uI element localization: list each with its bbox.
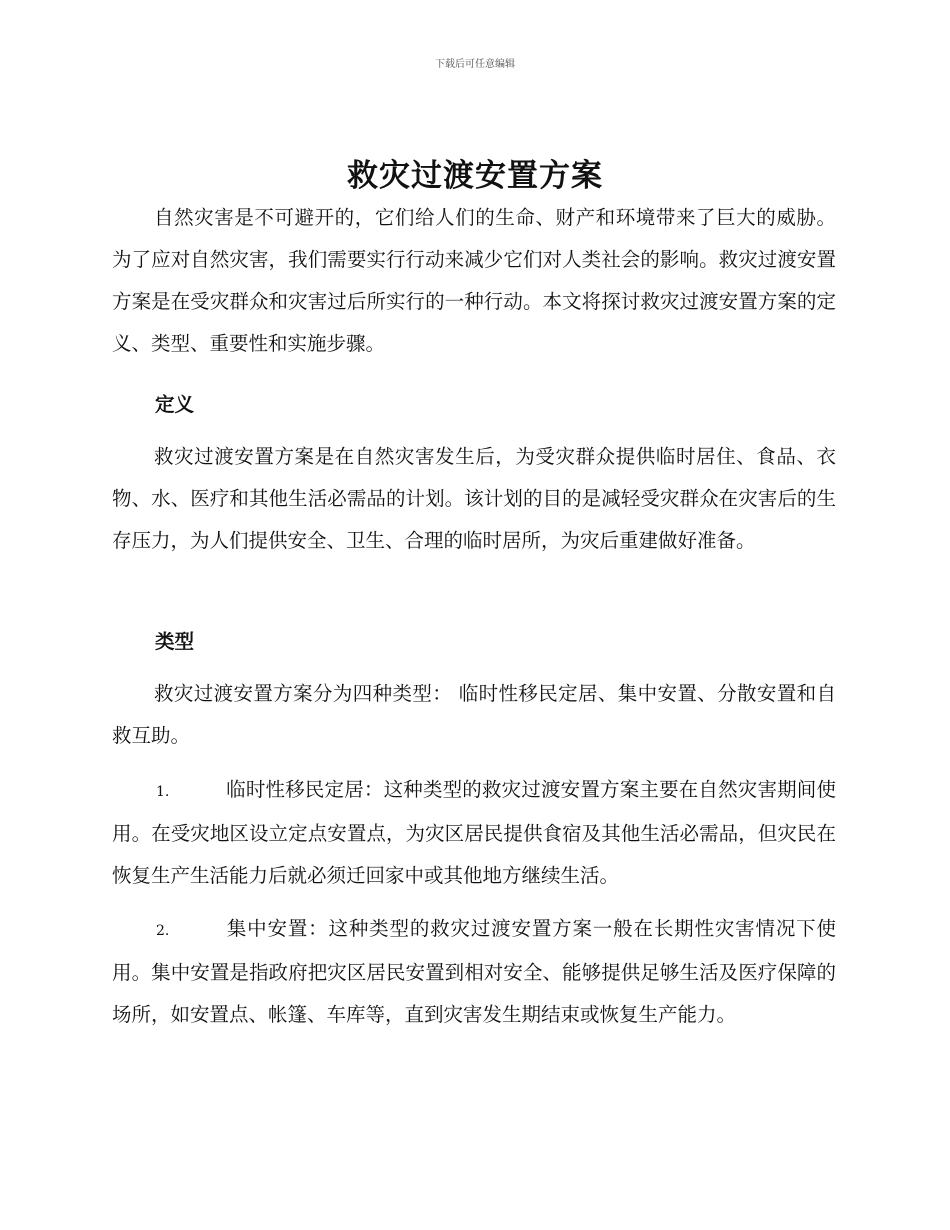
document-title: 救灾过渡安置方案 xyxy=(347,158,603,194)
section-heading-definition: 定义 xyxy=(155,393,195,416)
list-item xyxy=(112,769,836,897)
list-item-number: 2. xyxy=(156,923,170,939)
list-item-text: 临时性移民定居：这种类型的救灾过渡安置方案主要在自然灾害期间使用。在受灾地区设立定点安置点，为灾区居民提供食宿及其他生活必需品，但灾民在恢复生产生活能力后就必须迁回家中或其他地方继续生活。 xyxy=(112,778,836,887)
definition-paragraph: 救灾过渡安置方案是在自然灾害发生后，为受灾群众提供临时居住、食品、衣物、水、医疗和其他生活必需品的计划。该计划的目的是减轻受灾群众在灾害后的生存压力，为人们提供安全、卫生、合理的临时居所，为灾后重建做好准备。 xyxy=(112,445,836,552)
list-item-number: 1. xyxy=(156,784,170,800)
header-note: 下载后可任意编辑 xyxy=(435,59,515,70)
intro-paragraph: 自然灾害是不可避开的，它们给人们的生命、财产和环境带来了巨大的威胁。为了应对自然灾害，我们需要实行行动来减少它们对人类社会的影响。救灾过渡安置方案是在受灾群众和灾害过后所实行的一种行动。本文将探讨救灾过渡安置方案的定义、类型、重要性和实施步骤。 xyxy=(112,206,836,355)
types-paragraph: 救灾过渡安置方案分为四种类型： 临时性移民定居、集中安置、分散安置和自救互助。 xyxy=(112,682,836,747)
list-item-text: 集中安置：这种类型的救灾过渡安置方案一般在长期性灾害情况下使用。集中安置是指政府把灾区居民安置到相对安全、能够提供足够生活及医疗保障的场所，如安置点、帐篷、车库等，直到灾害发生期结束或恢复生产能力。 xyxy=(112,917,836,1026)
list-item xyxy=(112,908,836,1036)
section-heading-types: 类型 xyxy=(155,630,195,653)
